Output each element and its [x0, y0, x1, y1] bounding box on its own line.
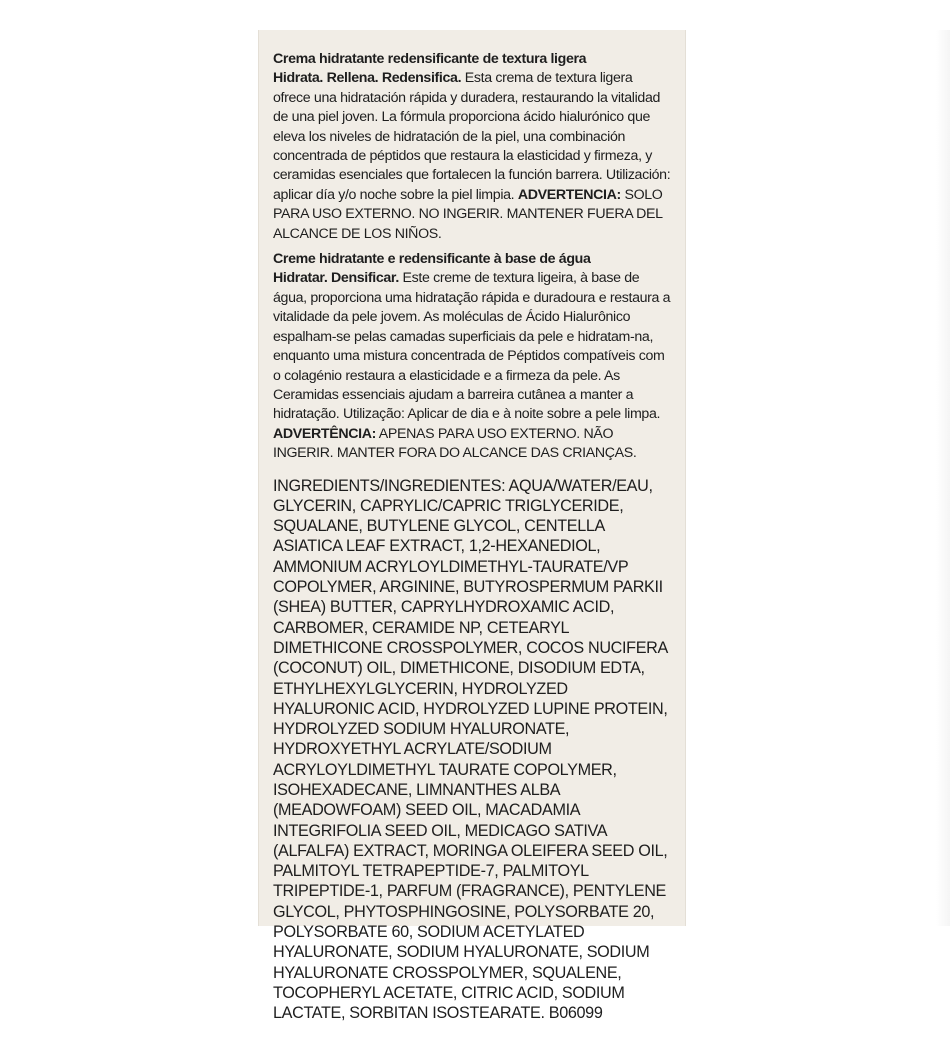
spanish-title: Crema hidratante redensificante de textura ligera — [273, 51, 587, 67]
spanish-section — [273, 50, 673, 244]
portuguese-body: Este creme de textura ligeira, à base de água, proporciona uma hidratação rápida e duradoura e restaura a vitalidade da pele jovem. As moléculas de Ácido Hialurônico espalham-se pelas camadas superficiais da pele e hidratam-na, enquanto uma mistura concentrada de Péptidos compatíveis com o colagénio restaura a elasticidade e a firmeza da pele. As Ceramidas essenciais ajudam a barreira cutânea a manter a hidratação. Utilização: Aplicar de dia e à noite sobre a pele limpa. — [273, 270, 671, 423]
spanish-warning-label: ADVERTENCIA: — [517, 186, 621, 203]
ingredients-list: INGREDIENTS/INGREDIENTES: AQUA/WATER/EAU, GLYCERIN, CAPRYLIC/CAPRIC TRIGLYCERIDE, SQUALANE, BUTYLENE GLYCOL, CENTELLA ASIATICA LEAF EXTRACT, 1,2-HEXANEDIOL, AMMONIUM ACRYLOYLDIMETHYL-TAURATE/VP COPOLYMER, ARGININE, BUTYROSPERMUM PARKII (SHEA) BUTTER, CAPRYLHYDROXAMIC ACID, CARBOMER, CERAMIDE NP, CETEARYL DIMETHICONE CROSSPOLYMER, COCOS NUCIFERA (COCONUT) OIL, DIMETHICONE, DISODIUM EDTA, ETHYLHEXYLGLYCERIN, HYDROLYZED HYALURONIC ACID, HYDROLYZED LUPINE PROTEIN, HYDROLYZED SODIUM HYALURONATE, HYDROXYETHYL ACRYLATE/SODIUM ACRYLOYLDIMETHYL TAURATE COPOLYMER, ISOHEXADECANE, LIMNANTHES ALBA (MEADOWFOAM) SEED OIL, MACADAMIA INTEGRIFOLIA SEED OIL, MEDICAGO SATIVA (ALFALFA) EXTRACT, MORINGA OLEIFERA SEED OIL, PALMITOYL TETRAPEPTIDE-7, PALMITOYL TRIPEPTIDE-1, PARFUM (FRAGRANCE), PENTYLENE GLYCOL, PHYTOSPHINGOSINE, POLYSORBATE 20, POLYSORBATE 60, SODIUM ACETYLATED HYALURONATE, SODIUM HYALURONATE, SODIUM HYALURONATE CROSSPOLYMER, SQUALENE, TOCOPHERYL ACETATE, CITRIC ACID, SODIUM LACTATE, SORBITAN ISOSTEARATE. B06099 — [273, 476, 668, 1023]
portuguese-warning-label: ADVERTÊNCIA: — [273, 425, 376, 442]
portuguese-lead: Hidratar. Densificar. — [273, 270, 399, 287]
portuguese-section — [273, 250, 673, 463]
spanish-warning-text: SOLO PARA USO EXTERNO. NO INGERIR. MANTENER FUERA DEL ALCANCE DE LOS NIÑOS. — [273, 186, 663, 242]
spanish-lead: Hidrata. Rellena. Redensifica. — [273, 70, 462, 87]
background-edge — [936, 30, 950, 926]
portuguese-title: Creme hidratante e redensificante à base de água — [273, 251, 591, 268]
label-text-block — [273, 50, 673, 1040]
portuguese-warning-text: APENAS PARA USO EXTERNO. NÃO INGERIR. MANTER FORA DO ALCANCE DAS CRIANÇAS. — [273, 425, 637, 462]
spanish-body: Esta crema de textura ligera ofrece una hidratación rápida y duradera, restaurando la vitalidad de una piel joven. La fórmula proporciona ácido hialurónico que eleva los niveles de hidratación de la piel, una combinación concentrada de péptidos que restaura la elasticidad y firmeza, y ceramidas esenciales que fortalecen la función barrera. Utilización: aplicar día y/o noche sobre la piel limpia. — [273, 70, 671, 203]
ingredient-label-panel — [258, 30, 686, 1023]
